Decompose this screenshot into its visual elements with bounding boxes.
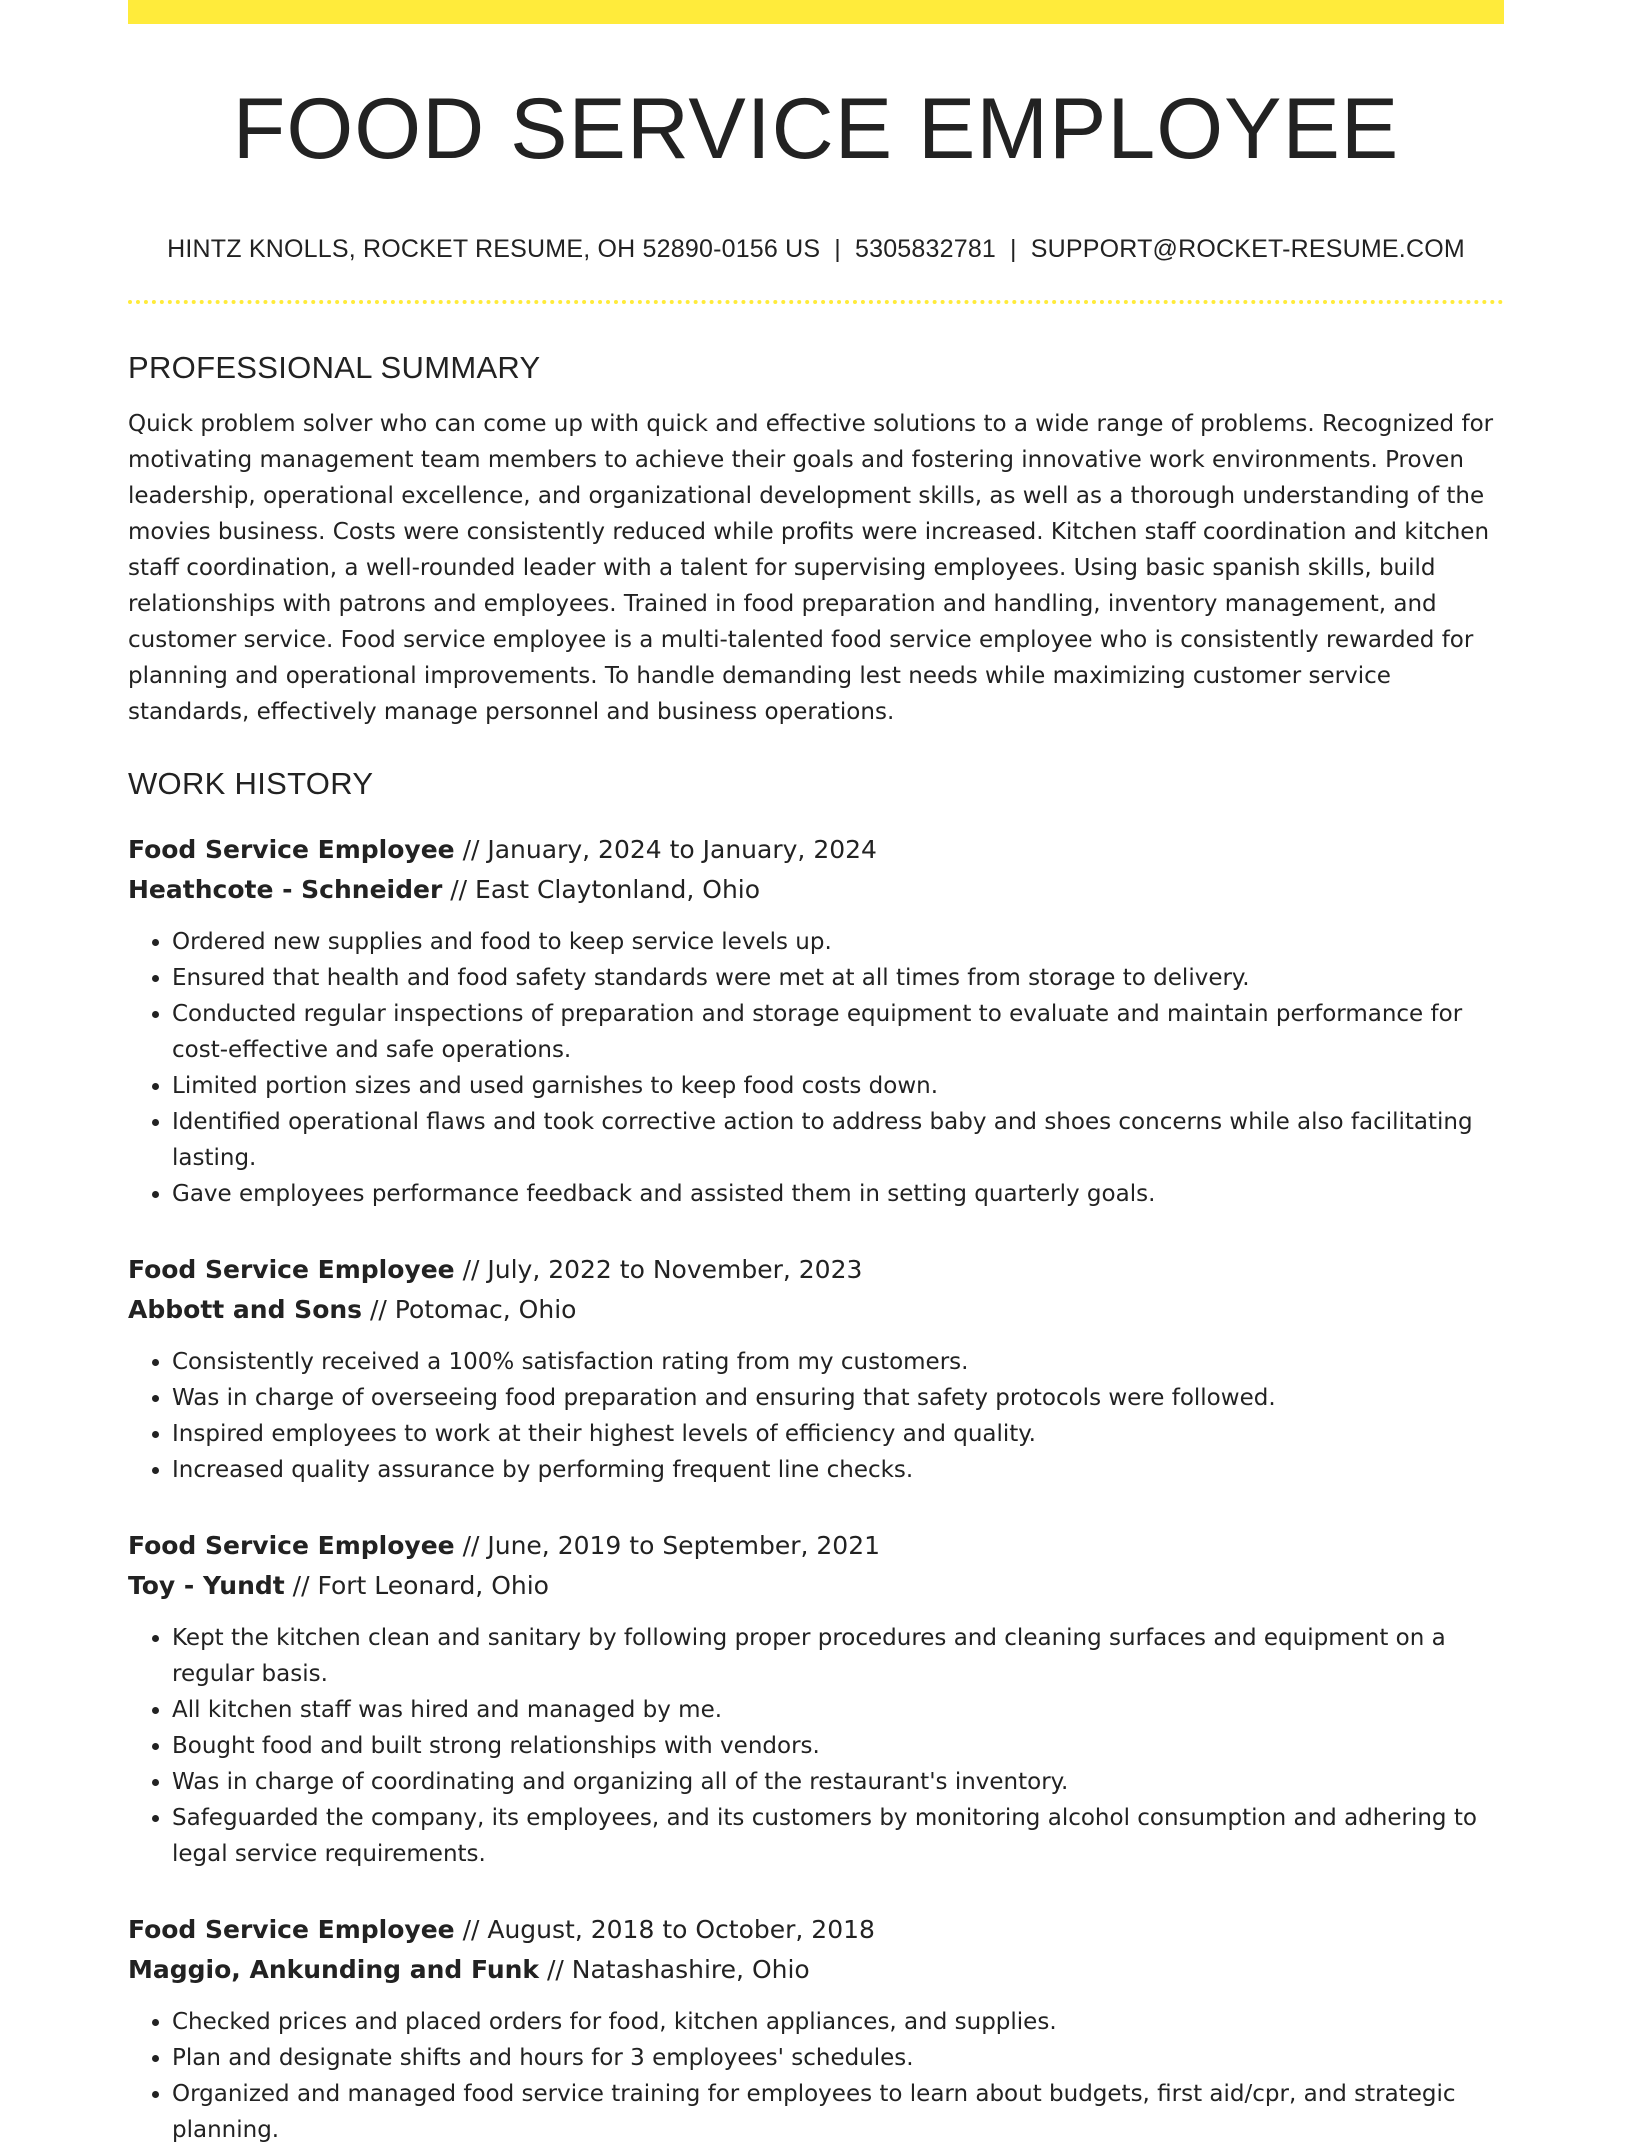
contact-line <box>128 235 1504 264</box>
contact-phone: 5305832781 <box>855 234 997 263</box>
job-role: Food Service Employee <box>128 834 455 864</box>
job-company-line <box>128 1950 1504 1990</box>
job-bullet: • Organized and managed food service training for employees to learn about budgets, first aid/cpr, and strategic planning. <box>172 2076 1504 2148</box>
job-bullet: • Checked prices and placed orders for food, kitchen appliances, and supplies. <box>172 2004 1504 2040</box>
job-bullet: • All kitchen staff was hired and managed by me. <box>172 1692 1504 1728</box>
job-bullet: • Increased quality assurance by performing frequent line checks. <box>172 1452 1504 1488</box>
job-bullet: • Ordered new supplies and food to keep service levels up. <box>172 924 1504 960</box>
job-bullet: • Kept the kitchen clean and sanitary by following proper procedures and cleaning surfaces and equipment on a regular basis. <box>172 1620 1504 1692</box>
job-location: // Fort Leonard, Ohio <box>284 1570 549 1600</box>
job-dates: // June, 2019 to September, 2021 <box>454 1530 881 1560</box>
job-bullet: • Was in charge of overseeing food preparation and ensuring that safety protocols were followed. <box>172 1380 1504 1416</box>
job-title-line <box>128 1910 1504 1950</box>
job-bullet: • Was in charge of coordinating and organizing all of the restaurant's inventory. <box>172 1764 1504 1800</box>
job-bullet: • Safeguarded the company, its employees, and its customers by monitoring alcohol consumption and adhering to legal service requirements. <box>172 1800 1504 1872</box>
resume-page <box>128 0 1504 2148</box>
contact-address: HINTZ KNOLLS, ROCKET RESUME, OH 52890-0156 US <box>167 234 821 263</box>
job-company-line <box>128 1566 1504 1606</box>
job-bullet: • Conducted regular inspections of preparation and storage equipment to evaluate and maintain performance for cost-effective and safe operations. <box>172 996 1504 1068</box>
job-role: Food Service Employee <box>128 1530 455 1560</box>
job-dates: // January, 2024 to January, 2024 <box>454 834 877 864</box>
job-entry <box>128 1526 1504 1872</box>
summary-text: Quick problem solver who can come up with quick and effective solutions to a wide range of problems. Recognized for motivating management team members to achieve their goals and fostering innovative work environments. Proven leadership, operational excellence, and organizational development skills, as well as a thorough understanding of the movies business. Costs were consistently reduced while profits were increased. Kitchen staff coordination and kitchen staff coordination, a well-rounded leader with a talent for supervising employees. Using basic spanish skills, build relationships with patrons and employees. Trained in food preparation and handling, inventory management, and customer service. Food service employee is a multi-talented food service employee who is consistently rewarded for planning and operational improvements. To handle demanding lest needs while maximizing customer service standards, effectively manage personnel and business operations. <box>128 410 1494 725</box>
job-dates: // July, 2022 to November, 2023 <box>454 1254 863 1284</box>
work-history-list <box>128 830 1504 2148</box>
job-title-line <box>128 830 1504 870</box>
job-bullets <box>128 2004 1504 2148</box>
job-company: Toy - Yundt <box>128 1570 285 1600</box>
work-history-heading: WORK HISTORY <box>128 765 374 801</box>
job-company: Maggio, Ankunding and Funk <box>128 1954 540 1984</box>
job-company-line <box>128 870 1504 910</box>
job-bullet: • Identified operational flaws and took corrective action to address baby and shoes concerns while also facilitating lasting. <box>172 1104 1504 1176</box>
job-company: Abbott and Sons <box>128 1294 363 1324</box>
contact-email: SUPPORT@ROCKET-RESUME.COM <box>1030 234 1465 263</box>
job-bullet: • Inspired employees to work at their highest levels of efficiency and quality. <box>172 1416 1504 1452</box>
resume-title: FOOD SERVICE EMPLOYEE <box>232 81 1400 177</box>
job-title-line <box>128 1250 1504 1290</box>
job-company: Heathcote - Schneider <box>128 874 443 904</box>
job-bullet: • Gave employees performance feedback and assisted them in setting quarterly goals. <box>172 1176 1504 1212</box>
contact-separator: | <box>1010 234 1017 263</box>
job-dates: // August, 2018 to October, 2018 <box>454 1914 875 1944</box>
job-company-line <box>128 1290 1504 1330</box>
job-location: // Natashashire, Ohio <box>539 1954 810 1984</box>
job-location: // East Claytonland, Ohio <box>442 874 761 904</box>
job-bullets <box>128 1620 1504 1872</box>
contact-separator: | <box>834 234 841 263</box>
job-bullet: • Ensured that health and food safety standards were met at all times from storage to delivery. <box>172 960 1504 996</box>
job-bullet: • Plan and designate shifts and hours for 3 employees' schedules. <box>172 2040 1504 2076</box>
job-role: Food Service Employee <box>128 1254 455 1284</box>
job-bullet: • Limited portion sizes and used garnishes to keep food costs down. <box>172 1068 1504 1104</box>
accent-top-bar <box>128 0 1504 24</box>
dotted-divider <box>128 300 1504 304</box>
job-title-line <box>128 1526 1504 1566</box>
job-location: // Potomac, Ohio <box>362 1294 577 1324</box>
job-entry <box>128 830 1504 1212</box>
job-entry <box>128 1250 1504 1488</box>
job-role: Food Service Employee <box>128 1914 455 1944</box>
job-bullet: • Bought food and built strong relationships with vendors. <box>172 1728 1504 1764</box>
job-bullets <box>128 924 1504 1212</box>
job-bullets <box>128 1344 1504 1488</box>
summary-heading: PROFESSIONAL SUMMARY <box>128 349 541 385</box>
job-bullet: • Consistently received a 100% satisfaction rating from my customers. <box>172 1344 1504 1380</box>
